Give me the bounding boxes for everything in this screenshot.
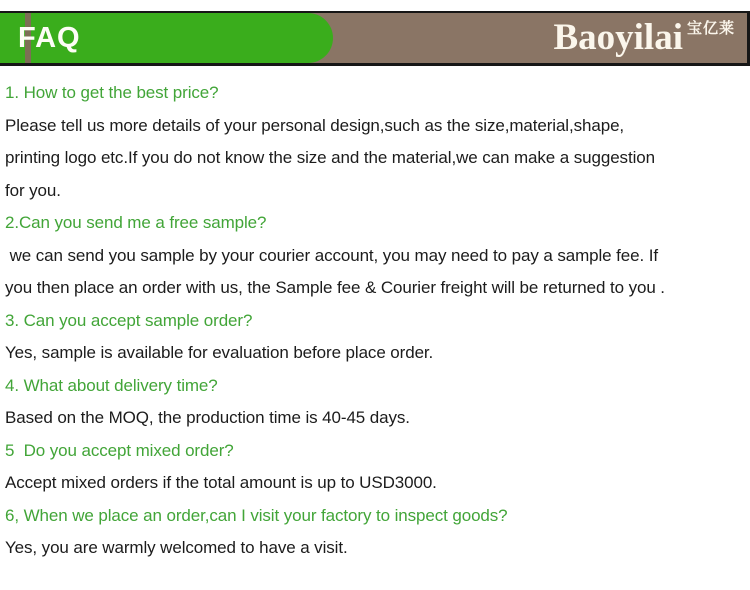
brand-name: Baoyilai <box>553 17 683 58</box>
faq-question: 4. What about delivery time? <box>5 375 218 395</box>
faq-answer-line: printing logo etc.If you do not know the size and the material,we can make a suggestion <box>5 148 655 167</box>
faq-answer-line: you then place an order with us, the Sample fee & Courier freight will be returned to you . <box>5 278 665 297</box>
faq-question: 3. Can you accept sample order? <box>5 310 253 330</box>
faq-answer-line: Please tell us more details of your personal design,such as the size,material,shape, <box>5 115 625 135</box>
faq-answer-line: Yes, you are warmly welcomed to have a visit. <box>5 538 348 557</box>
faq-answer-line: Accept mixed orders if the total amount is up to USD3000. <box>5 473 437 492</box>
faq-title: FAQ <box>18 22 81 54</box>
faq-answer-line: Based on the MOQ, the production time is 40-45 days. <box>5 408 410 427</box>
faq-question: 1. How to get the best price? <box>5 83 219 102</box>
faq-answer-line: Yes, sample is available for evaluation before place order. <box>5 343 434 362</box>
brand-logo <box>553 13 735 63</box>
faq-question: 6, When we place an order,can I visit your factory to inspect goods? <box>5 505 508 525</box>
faq-answer-line: we can send you sample by your courier account, you may need to pay a sample fee. If <box>5 245 658 265</box>
header-bar <box>0 11 750 66</box>
faq-question: 2.Can you send me a free sample? <box>5 213 267 232</box>
brand-name-chinese: 宝亿莱 <box>686 19 735 37</box>
faq-list <box>0 66 750 565</box>
faq-question: 5 Do you accept mixed order? <box>5 440 234 460</box>
faq-answer-line: for you. <box>5 180 61 200</box>
